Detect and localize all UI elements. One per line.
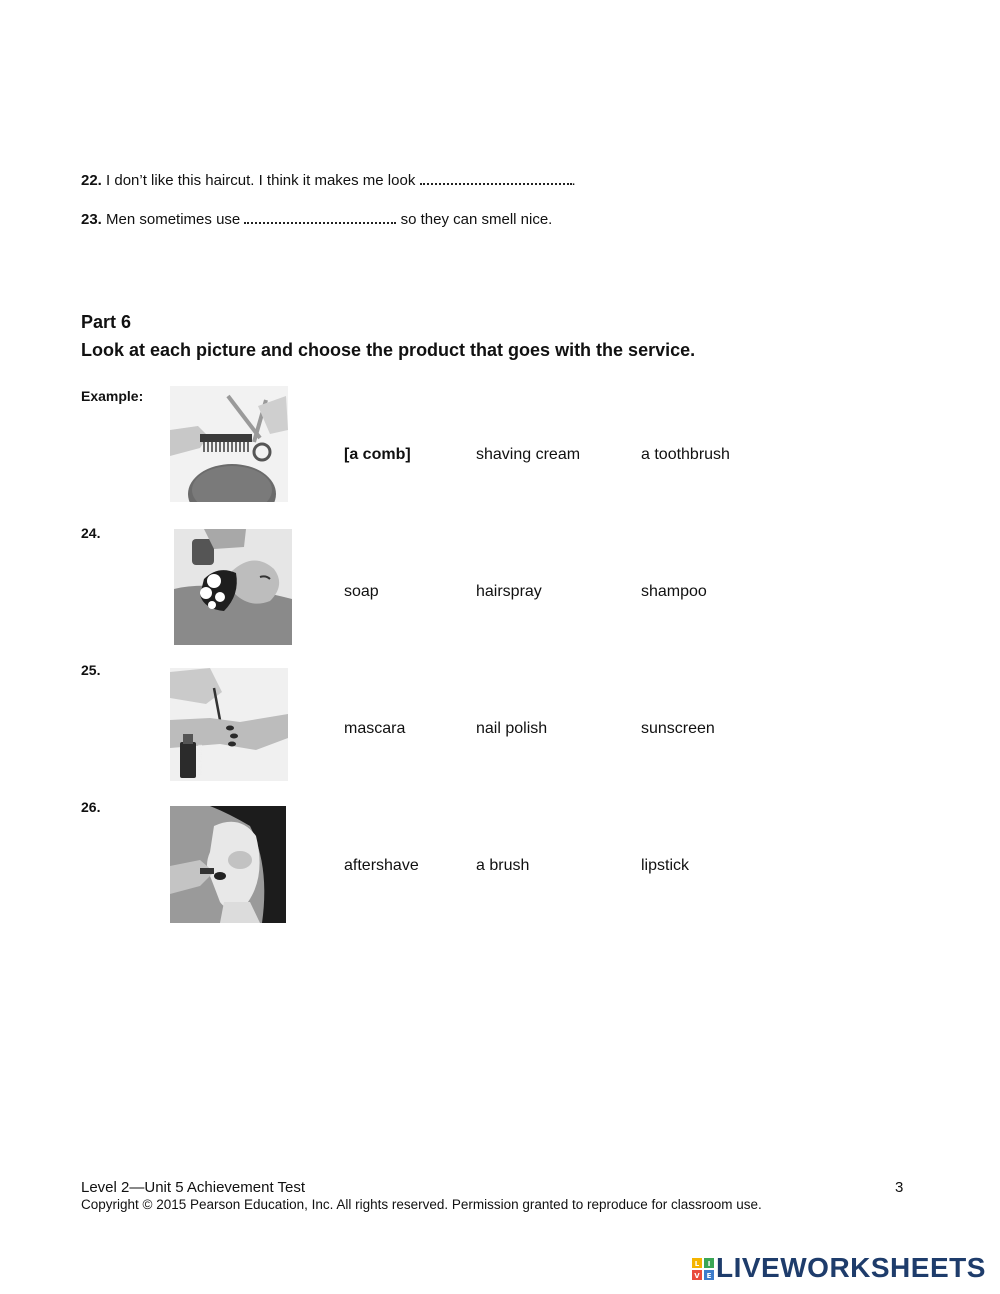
option[interactable]: aftershave [344, 857, 419, 874]
bottle-label: NAIL POLISH [198, 744, 204, 776]
option[interactable]: lipstick [641, 857, 690, 874]
question-number: 22. [81, 172, 102, 189]
part-title: Part 6 [81, 312, 132, 332]
question-number: 23. [81, 211, 102, 228]
option[interactable]: shaving cream [476, 446, 581, 463]
option[interactable]: a brush [476, 857, 530, 874]
brand-name: LIVEWORKSHEETS [716, 1252, 986, 1283]
option[interactable]: a toothbrush [641, 446, 730, 463]
liveworksheets-logo[interactable] [692, 1252, 992, 1286]
option[interactable]: shampoo [641, 583, 707, 600]
copyright-notice: Copyright © 2015 Pearson Education, Inc. All rights reserved. Permission granted to reproduce for classroom use. [81, 1197, 762, 1212]
item-label: 24. [81, 525, 101, 541]
question-23 [81, 210, 552, 228]
answer-blank[interactable] [244, 210, 396, 224]
item-label: 26. [81, 799, 101, 815]
question-text-end: so they can smell nice. [400, 211, 553, 228]
hair-washing-image [174, 529, 292, 645]
option[interactable]: soap [344, 583, 379, 600]
haircut-comb-scissors-image [170, 386, 288, 502]
option-selected[interactable]: [a comb] [344, 446, 411, 463]
item-label: 25. [81, 662, 101, 678]
item-label: Example: [81, 388, 144, 404]
footer-test-name: Level 2—Unit 5 Achievement Test [81, 1179, 306, 1196]
option[interactable]: nail polish [476, 720, 548, 737]
option[interactable]: mascara [344, 720, 406, 737]
svg-text:I: I [707, 1260, 711, 1268]
lipstick-application-image [170, 806, 286, 923]
part-instruction: Look at each picture and choose the product that goes with the service. [81, 340, 696, 360]
question-text: Men sometimes use [106, 211, 241, 228]
option[interactable]: sunscreen [641, 720, 715, 737]
nail-painting-image [170, 668, 288, 781]
svg-text:V: V [694, 1272, 700, 1280]
svg-text:E: E [706, 1272, 712, 1280]
option[interactable]: hairspray [476, 583, 542, 600]
question-22 [81, 171, 576, 189]
live-tiles-icon [692, 1258, 714, 1280]
svg-text:L: L [694, 1260, 700, 1268]
question-text: I don’t like this haircut. I think it makes me look [106, 172, 416, 189]
question-text-end: . [571, 172, 576, 189]
page-number: 3 [895, 1179, 904, 1196]
answer-blank[interactable] [420, 171, 572, 185]
